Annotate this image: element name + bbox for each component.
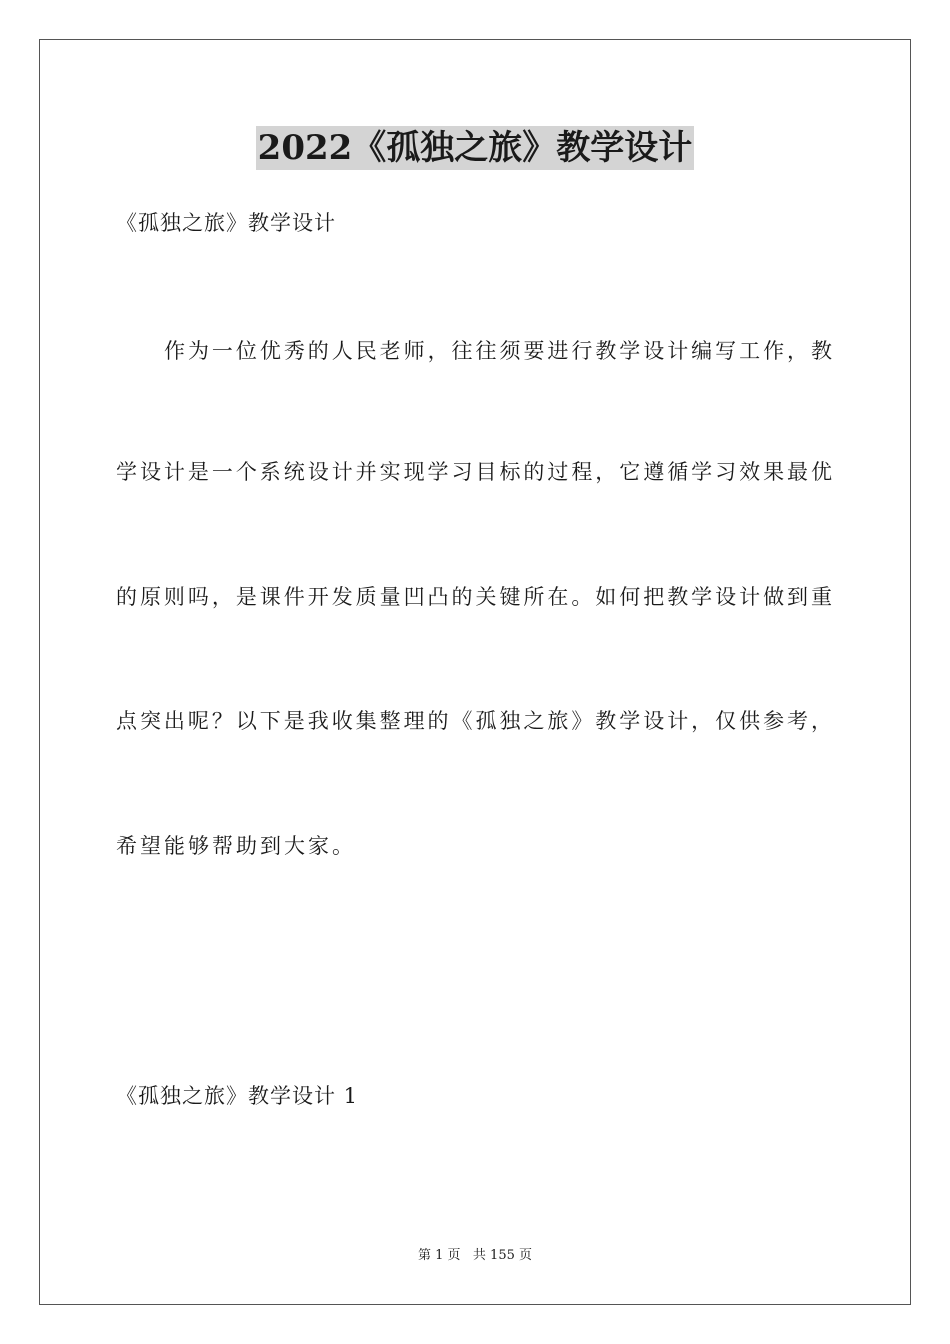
- title-container: [0, 126, 950, 170]
- intro-line-4: 点突出呢？以下是我收集整理的《孤独之旅》教学设计，仅供参考，: [116, 709, 832, 733]
- page-number-footer: 第 1 页 共 155 页: [417, 1248, 532, 1263]
- intro-line-5: 希望能够帮助到大家。: [116, 834, 356, 858]
- intro-line-1: 作为一位优秀的人民老师，往往须要进行教学设计编写工作，教: [164, 339, 832, 363]
- document-title: 2022《孤独之旅》教学设计: [257, 128, 693, 168]
- section-heading: 《孤独之旅》教学设计 1: [116, 1084, 359, 1108]
- intro-line-2: 学设计是一个系统设计并实现学习目标的过程，它遵循学习效果最优: [116, 460, 832, 484]
- document-subtitle: 《孤独之旅》教学设计: [116, 211, 336, 235]
- intro-line-3: 的原则吗，是课件开发质量凹凸的关键所在。如何把教学设计做到重: [116, 585, 832, 609]
